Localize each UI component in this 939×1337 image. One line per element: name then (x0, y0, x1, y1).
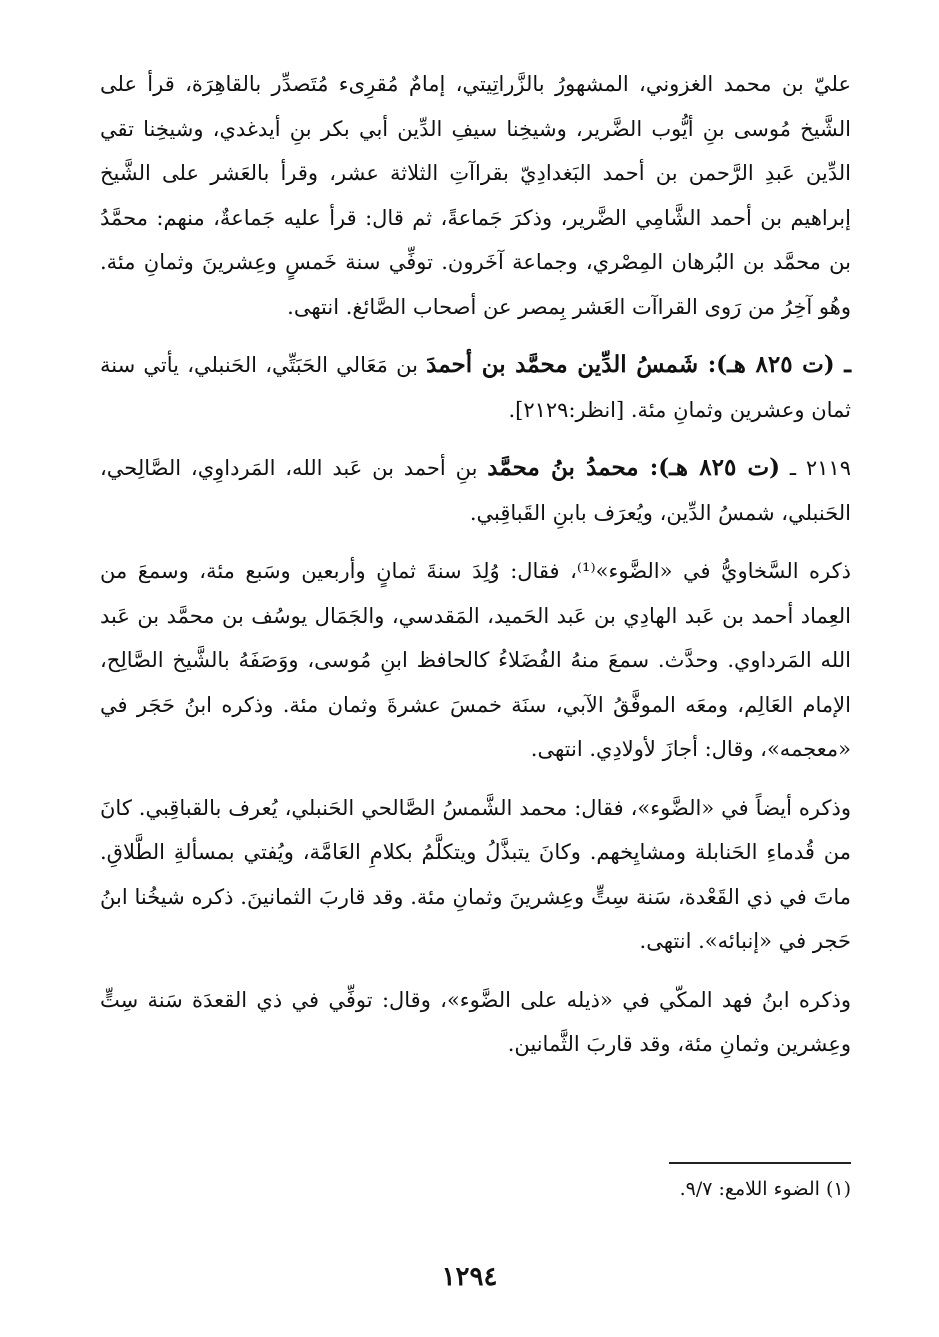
footnote-rule (669, 1162, 851, 1164)
paragraph-1: عليّ بن محمد الغزوني، المشهورُ بالزَّراتِيتي، إمامٌ مُقرِىء مُتَصدِّر بالقاهِرَة، قرأ على الشَّيخ مُوسى بنِ أيُّوب الضَّرير، وشيخِنا سيفِ الدِّين أبي بكر بنِ أيدغدي، وشيخِنا تقي الدِّين عَبدِ الرَّحمن بن أحمد البَغدادِيّ بقراآتِ الثلاثة عشر، وقرأ بالعَشر على الشَّيخ إبراهيم بن أحمد الشَّامِي الضَّرير، وذكرَ جَماعةً، ثم قال: قرأ عليه جَماعةٌ، منهم: محمَّدُ بن محمَّد بن البُرهان المِصْري، وجماعة آخَرون. توفِّي سنة خَمسٍ وعِشرينَ وثمانِ مئة. وهُو آخِرُ من رَوى القراآت العَشر بِمصر عن أصحاب الصَّائغ. انتهى. (100, 72, 851, 319)
page-number: ١٢٩٤ (441, 1262, 498, 1292)
entry-shams-aldin (100, 343, 851, 432)
paragraph-ibn-fahd: وذكره ابنُ فهد المكّي في «ذيله على الضَّوء»، وقال: توفِّي في ذي القعدَة سَنة سِتٍّ وعِشرين وثمانِ مئة، وقد قاربَ الثَّمانين. (100, 987, 851, 1056)
entry-number: ٢١١٩ ـ (780, 456, 851, 480)
entry-heading: (ت ٨٢٥ هـ): محمدُ بنُ محمَّد (487, 454, 781, 481)
entry-heading: ـ (ت ٨٢٥ هـ): شَمسُ الدِّين محمَّد بن أحمدَ (426, 351, 851, 378)
paragraph-sakhawi: ذكره السَّخاويُّ في «الضَّوء»⁽¹⁾، فقال: وُلِدَ سنةَ ثمانٍ وأربعين وسَبع مئة، وسمعَ من العِماد أحمد بن عَبد الهادِي بن عَبد الحَميد، المَقدسي، والجَمَال يوسُف بن محمَّد بن عَبد الله المَرداوي. وحدَّث. سمعَ منهُ الفُضَلاءُ كالحافظ ابنِ مُوسى، ووَصَفَهُ بالشَّيخ الصَّالِح، الإمام العَالِم، ومعَه الموفَّقُ الآبي، سنَة خمسَ عشرةَ وثمان مئة. وذكره ابنُ حَجَر في «معجمه»، وقال: أجازَ لأولادِي. انتهى. (100, 559, 851, 761)
footnote-text: (١) الضوء اللامع: ٩/٧. (679, 1178, 851, 1200)
entry-2119 (100, 446, 851, 535)
footnote-area (111, 1162, 851, 1204)
paragraph-daw: وذكره أيضاً في «الضَّوء»، فقال: محمد الشَّمسُ الصَّالحي الحَنبلي، يُعرف بالقباقِبي. كانَ من قُدماءِ الحَنابلة ومشايِخهم. وكانَ يتبذَّلُ ويتكلَّمُ بكلامِ العَامَّة، ويُفتي بمسألةِ الطَّلاقِ. ماتَ في ذي القَعْدة، سَنة سِتٍّ وعِشرينَ وثمانِ مئة. وقد قاربَ الثمانينَ. ذكره شيخُنا ابنُ حَجر في «إنبائه». انتهى. (100, 795, 851, 953)
entry-text: بنِ أحمد بن عَبد الله، المَرداوِي، الصَّالِحي، الحَنبلي، شمسُ الدِّين، ويُعرَف بابنِ القَباقِبي. (100, 456, 851, 525)
entry-text: بن مَعَالي الحَبَتِّي، الحَنبلي، يأتي سنة ثمان وعشرين وثمانِ مئة. [انظر:٢١٢٩]. (100, 353, 851, 422)
